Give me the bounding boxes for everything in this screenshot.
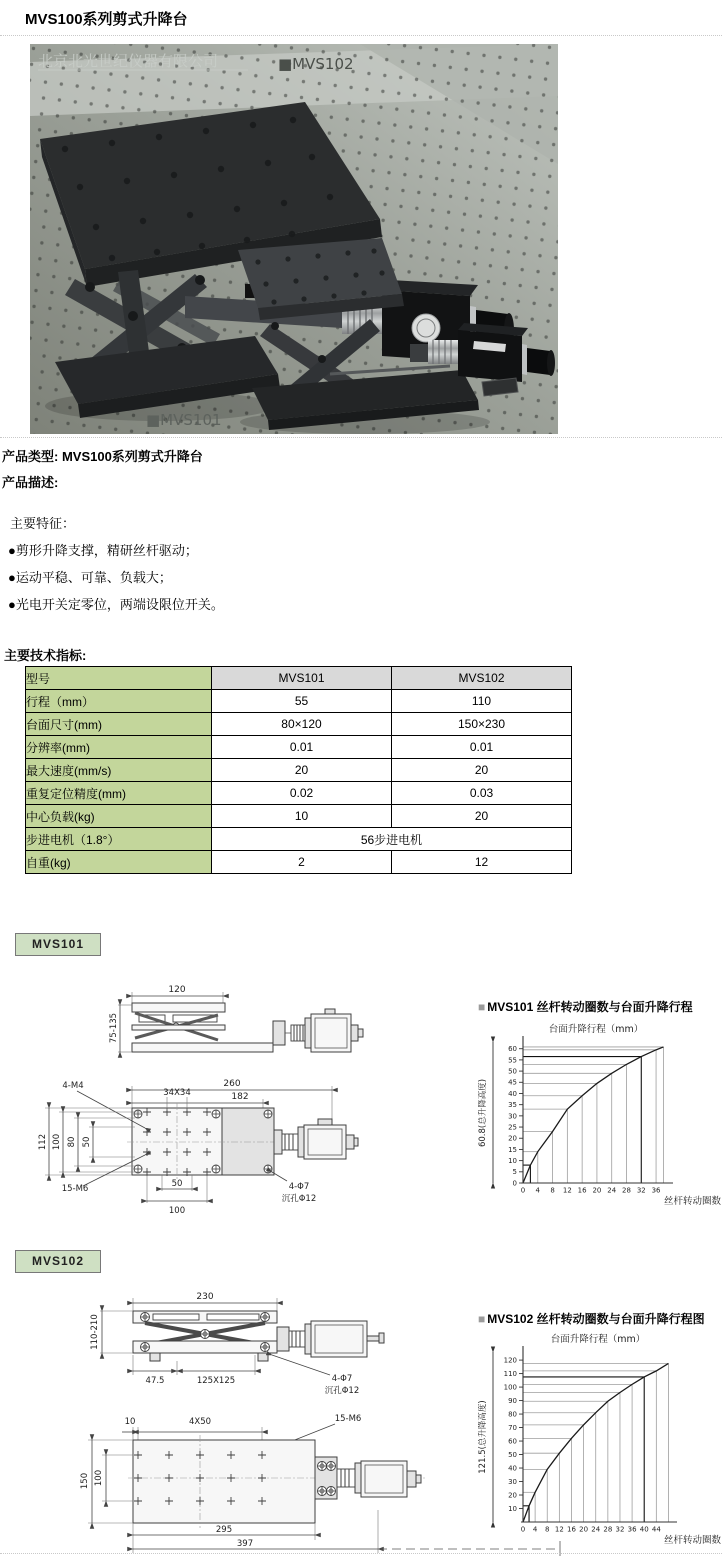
svg-text:50: 50 <box>508 1067 517 1076</box>
mvs102-chart <box>478 1326 722 1559</box>
svg-text:34X34: 34X34 <box>163 1088 191 1098</box>
svg-text:230: 230 <box>196 1292 214 1302</box>
mvs102-side-view <box>90 1292 384 1396</box>
row-label: 最大速度(mm/s) <box>26 759 212 782</box>
cell-value-span: 56步进电机 <box>212 828 572 851</box>
svg-text:75-135: 75-135 <box>109 1012 119 1044</box>
svg-text:60: 60 <box>508 1437 517 1446</box>
svg-text:36: 36 <box>627 1525 637 1534</box>
svg-text:30: 30 <box>508 1477 517 1486</box>
svg-text:4-M4: 4-M4 <box>62 1081 84 1091</box>
svg-text:15-M6: 15-M6 <box>61 1184 89 1194</box>
svg-text:120: 120 <box>168 985 186 995</box>
specs-title: 主要技术指标: <box>4 648 87 663</box>
product-photo <box>30 44 558 434</box>
svg-text:50: 50 <box>171 1179 183 1189</box>
svg-text:260: 260 <box>223 1079 241 1089</box>
feature-item: ●光电开关定零位，两端设限位开关。 <box>8 597 224 612</box>
svg-text:35: 35 <box>508 1101 517 1110</box>
table-row <box>26 805 572 828</box>
divider <box>0 437 722 438</box>
svg-text:182: 182 <box>231 1092 249 1102</box>
cell-value: 0.01 <box>212 736 392 759</box>
mvs102-chart-title: ■ MVS102 丝杆转动圈数与台面升降行程图 <box>478 1312 705 1326</box>
svg-text:40: 40 <box>639 1525 649 1534</box>
chart-x-label: 丝杆转动圈数 <box>663 1535 721 1546</box>
svg-text:沉孔Φ12: 沉孔Φ12 <box>281 1194 317 1204</box>
svg-text:4-Φ7: 4-Φ7 <box>331 1374 353 1384</box>
divider <box>0 1553 722 1554</box>
svg-text:20: 20 <box>592 1186 602 1195</box>
svg-text:28: 28 <box>622 1186 631 1195</box>
svg-text:10: 10 <box>508 1157 517 1166</box>
table-row <box>26 736 572 759</box>
mvs101-top-view <box>38 1079 358 1216</box>
product-type-line: 产品类型: MVS100系列剪式升降台 <box>2 449 203 464</box>
svg-text:24: 24 <box>591 1525 601 1534</box>
svg-text:10: 10 <box>124 1417 136 1427</box>
specs-table <box>25 666 572 874</box>
chart-y-label: 121.5(总升降高度) <box>478 1400 488 1474</box>
svg-text:8: 8 <box>545 1525 550 1534</box>
page-title: MVS100系列剪式升降台 <box>25 11 188 28</box>
mvs101-chart-title: ■ MVS101 丝杆转动圈数与台面升降行程 <box>478 1000 693 1014</box>
cell-value: 20 <box>212 759 392 782</box>
mvs101-drawing <box>35 975 435 1225</box>
svg-text:沉孔Φ12: 沉孔Φ12 <box>324 1386 360 1396</box>
divider <box>0 35 722 36</box>
svg-text:112: 112 <box>38 1133 48 1151</box>
svg-text:60: 60 <box>508 1045 517 1054</box>
svg-text:100: 100 <box>168 1206 186 1216</box>
svg-text:8: 8 <box>550 1186 555 1195</box>
svg-text:45: 45 <box>508 1078 517 1087</box>
svg-text:4: 4 <box>532 1525 538 1534</box>
svg-text:4X50: 4X50 <box>188 1417 212 1427</box>
svg-text:32: 32 <box>636 1186 646 1195</box>
bullet-square-icon: ■ <box>478 1000 486 1014</box>
svg-text:28: 28 <box>603 1525 613 1534</box>
chart-plot-area <box>504 1346 677 1534</box>
row-label: 自重(kg) <box>26 851 212 874</box>
cell-value: 12 <box>392 851 572 874</box>
cell-value: 150×230 <box>392 713 572 736</box>
svg-text:110: 110 <box>503 1369 517 1378</box>
svg-text:20: 20 <box>508 1134 517 1143</box>
bullet-square-icon: ■ <box>478 1312 486 1326</box>
svg-text:100: 100 <box>503 1383 517 1392</box>
svg-text:100: 100 <box>94 1469 104 1487</box>
svg-text:80: 80 <box>67 1136 77 1148</box>
svg-text:15-M6: 15-M6 <box>334 1414 362 1424</box>
svg-text:0: 0 <box>520 1186 526 1195</box>
product-photo-graphic <box>30 44 558 434</box>
mvs101-side-view <box>109 985 363 1052</box>
feature-item: ●剪形升降支撑，精研丝杆驱动； <box>8 543 198 558</box>
table-row <box>26 713 572 736</box>
svg-text:100: 100 <box>52 1133 62 1151</box>
table-row <box>26 828 572 851</box>
svg-text:0: 0 <box>512 1179 517 1188</box>
svg-text:4-Φ7: 4-Φ7 <box>288 1182 310 1192</box>
svg-text:20: 20 <box>579 1525 589 1534</box>
svg-text:44: 44 <box>651 1525 661 1534</box>
row-label: 行程（mm） <box>26 690 212 713</box>
photo-watermark: 北京北光世纪仪器有限公司 <box>38 52 219 70</box>
photo-label-mvs102: ■MVS102 <box>278 55 354 73</box>
svg-text:12: 12 <box>562 1186 572 1195</box>
svg-text:25: 25 <box>508 1123 517 1132</box>
svg-text:50: 50 <box>508 1450 517 1459</box>
row-label: 步进电机（1.8°） <box>26 828 212 851</box>
col-header-model: 型号 <box>26 667 212 690</box>
col-header-mvs101: MVS101 <box>212 667 392 690</box>
svg-text:50: 50 <box>82 1136 92 1148</box>
features-title: 主要特征： <box>10 516 76 531</box>
svg-text:36: 36 <box>651 1186 661 1195</box>
chart-plot-area <box>508 1036 673 1195</box>
svg-text:10: 10 <box>508 1504 517 1513</box>
mvs101-chart <box>478 1016 722 1221</box>
badge-mvs102: MVS102 <box>15 1250 101 1273</box>
svg-text:55: 55 <box>508 1056 517 1065</box>
chart-plot-title: 台面升降行程（mm） <box>548 1024 644 1035</box>
svg-text:70: 70 <box>508 1423 517 1432</box>
cell-value: 110 <box>392 690 572 713</box>
col-header-mvs102: MVS102 <box>392 667 572 690</box>
chart-x-label: 丝杆转动圈数 <box>663 1196 721 1207</box>
svg-text:40: 40 <box>508 1464 517 1473</box>
svg-text:24: 24 <box>607 1186 617 1195</box>
svg-text:12: 12 <box>554 1525 564 1534</box>
svg-text:5: 5 <box>512 1168 517 1177</box>
svg-text:32: 32 <box>615 1525 625 1534</box>
svg-text:40: 40 <box>508 1089 517 1098</box>
table-header-row <box>26 667 572 690</box>
photo-label-mvs101: ■MVS101 <box>146 411 222 429</box>
badge-mvs101: MVS101 <box>15 933 101 956</box>
cell-value: 0.01 <box>392 736 572 759</box>
svg-text:125X125: 125X125 <box>196 1376 236 1386</box>
row-label: 中心负载(kg) <box>26 805 212 828</box>
svg-text:20: 20 <box>508 1491 517 1500</box>
svg-text:120: 120 <box>503 1356 517 1365</box>
svg-text:80: 80 <box>508 1410 517 1419</box>
cell-value: 0.02 <box>212 782 392 805</box>
svg-text:90: 90 <box>508 1396 517 1405</box>
cell-value: 10 <box>212 805 392 828</box>
svg-text:110-210: 110-210 <box>90 1314 100 1350</box>
svg-text:16: 16 <box>567 1525 576 1534</box>
svg-text:397: 397 <box>236 1539 254 1549</box>
cell-value: 55 <box>212 690 392 713</box>
table-row <box>26 690 572 713</box>
chart-y-label: 60.8(总升降高度) <box>478 1078 488 1148</box>
table-row <box>26 782 572 805</box>
svg-text:47.5: 47.5 <box>145 1376 165 1386</box>
cell-value: 20 <box>392 805 572 828</box>
table-row <box>26 759 572 782</box>
cell-value: 20 <box>392 759 572 782</box>
row-label: 重复定位精度(mm) <box>26 782 212 805</box>
svg-text:0: 0 <box>520 1525 526 1534</box>
cell-value: 80×120 <box>212 713 392 736</box>
cell-value: 2 <box>212 851 392 874</box>
cell-value: 0.03 <box>392 782 572 805</box>
row-label: 台面尺寸(mm) <box>26 713 212 736</box>
svg-text:15: 15 <box>508 1145 517 1154</box>
svg-text:295: 295 <box>215 1525 233 1535</box>
svg-text:30: 30 <box>508 1112 517 1121</box>
feature-item: ●运动平稳、可靠、负载大； <box>8 570 172 585</box>
table-row <box>26 851 572 874</box>
chart-plot-title: 台面升降行程（mm） <box>550 1334 646 1345</box>
svg-text:16: 16 <box>577 1186 587 1195</box>
svg-text:4: 4 <box>535 1186 541 1195</box>
svg-text:150: 150 <box>80 1472 90 1490</box>
product-desc-line: 产品描述: <box>2 475 59 490</box>
row-label: 分辨率(mm) <box>26 736 212 759</box>
